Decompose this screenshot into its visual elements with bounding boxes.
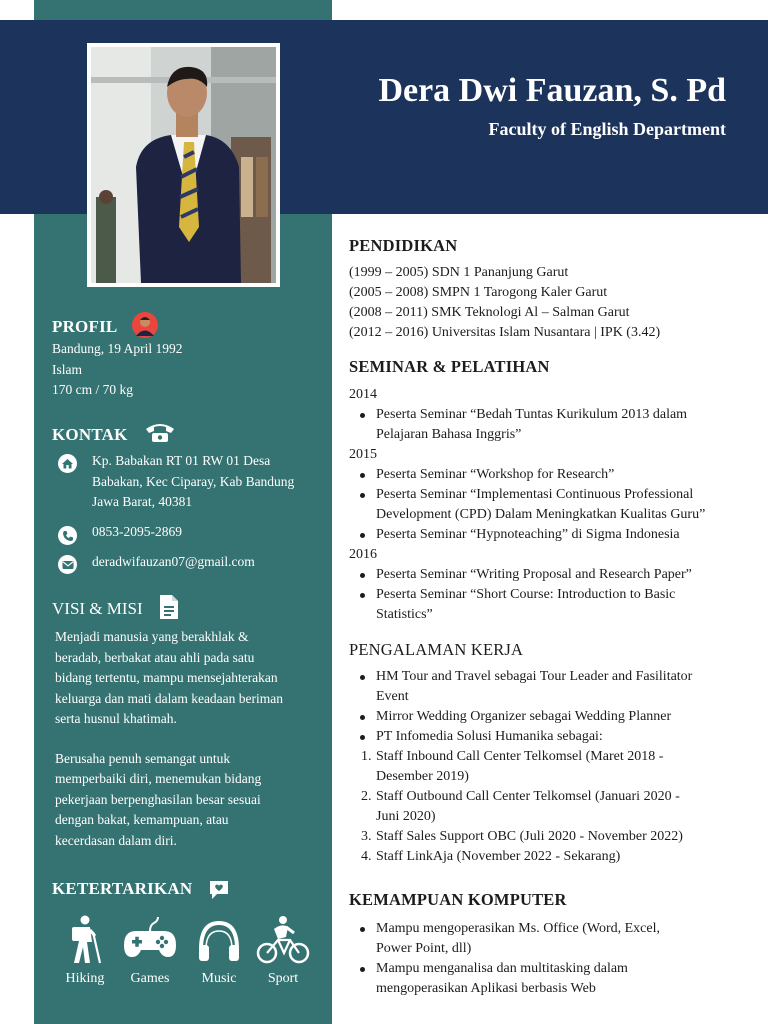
email-icon: [58, 555, 77, 574]
seminar-year: 2016: [349, 547, 377, 562]
interest-games: [120, 915, 180, 987]
seminar-year: 2015: [349, 447, 377, 462]
chat-icon: [208, 879, 230, 901]
seminar-section: [349, 357, 749, 625]
education-heading: PENDIDIKAN: [349, 236, 458, 255]
profile-heading: PROFIL: [52, 317, 118, 336]
experience-numbered: [349, 747, 749, 867]
job-line: Staff Sales Support OBC (Juli 2020 - November 2022): [376, 829, 683, 844]
hiking-icon: [63, 915, 107, 965]
cycling-icon: [256, 915, 310, 965]
seminar-group-2014: [349, 405, 749, 445]
document-icon: [158, 594, 180, 620]
contact-email[interactable]: deradwifauzan07@gmail.com: [92, 554, 255, 569]
vision-line: beradab, berbakat atau ahli pada satu: [55, 649, 255, 665]
gamepad-icon: [122, 915, 178, 965]
contact-phone[interactable]: 0853-2095-2869: [92, 524, 182, 539]
interest-sport: [253, 915, 313, 987]
computer-item: [349, 959, 749, 999]
profile-religion: Islam: [52, 361, 82, 377]
seminar-item-line: Statistics”: [376, 607, 433, 622]
computer-item-line: Power Point, dll): [376, 941, 472, 956]
experience-item-line: Mirror Wedding Organizer sebagai Wedding Planner: [376, 709, 672, 724]
computer-section: [349, 890, 749, 999]
seminar-list: [349, 385, 749, 625]
vision-line: Menjadi manusia yang berakhlak &: [55, 629, 249, 644]
job-number: 4.: [361, 849, 372, 864]
mission-line: dengan bakat, kemampuan, atau: [55, 812, 229, 827]
interest-music-label: Music: [201, 971, 237, 986]
seminar-item: [349, 565, 749, 585]
interest-music: [189, 915, 249, 987]
seminar-item-line: Development (CPD) Dalam Meningkatkan Kualitas Guru”: [376, 507, 706, 522]
seminar-item-line: Peserta Seminar “Short Course: Introduction to Basic: [376, 587, 676, 602]
job-number: 2.: [361, 789, 372, 804]
computer-item: [349, 919, 749, 959]
phone-icon: [58, 526, 77, 545]
job-line: Staff Outbound Call Center Telkomsel (Januari 2020 -: [376, 789, 680, 804]
address-line-3: Jawa Barat, 40381: [92, 494, 193, 509]
education-list: [349, 263, 749, 343]
profile-photo-frame: [87, 43, 280, 287]
computer-heading: KEMAMPUAN KOMPUTER: [349, 890, 567, 909]
experience-item-line: HM Tour and Travel sebagai Tour Leader and Fasilitator: [376, 669, 693, 684]
interest-hiking-label: Hiking: [65, 971, 105, 986]
seminar-item: [349, 485, 749, 525]
home-icon: [58, 454, 77, 473]
experience-item: [349, 667, 749, 707]
computer-item-line: mengoperasikan Aplikasi berbasis Web: [376, 981, 596, 996]
address-line-1: Kp. Babakan RT 01 RW 01 Desa: [92, 453, 271, 468]
vision-spacer: [55, 730, 283, 749]
job-item: [349, 847, 749, 867]
experience-item-line: PT Infomedia Solusi Humanika sebagai:: [376, 729, 603, 744]
seminar-item: [349, 405, 749, 445]
interest-sport-label: Sport: [267, 971, 299, 986]
vision-section: [52, 599, 143, 619]
seminar-item: [349, 525, 749, 545]
education-section: [349, 236, 749, 343]
seminar-item: [349, 585, 749, 625]
profile-body: 170 cm / 70 kg: [52, 382, 133, 397]
seminar-item-line: Peserta Seminar “Writing Proposal and Research Paper”: [376, 567, 692, 582]
vision-line: serta husnul khatimah.: [55, 711, 177, 726]
job-line: Juni 2020): [376, 809, 436, 824]
profile-birth: Bandung, 19 April 1992: [52, 341, 183, 356]
mission-line: kecerdasan dalam diri.: [55, 832, 177, 848]
profile-details: [52, 339, 183, 401]
seminar-item-line: Peserta Seminar “Implementasi Continuous Professional: [376, 487, 694, 502]
candidate-subtitle: Faculty of English Department: [488, 119, 726, 139]
seminar-item: [349, 465, 749, 485]
job-item: [349, 827, 749, 847]
job-line: Staff LinkAja (November 2022 - Sekarang): [376, 849, 621, 864]
mission-line: Berusaha penuh semangat untuk: [55, 750, 231, 766]
job-item: [349, 747, 749, 787]
profile-section: [52, 317, 117, 337]
vision-line: keluarga dan mati dalam keadaan beriman: [55, 690, 284, 706]
seminar-item-line: Peserta Seminar “Hypnoteaching” di Sigma Indonesia: [376, 527, 680, 542]
computer-item-line: Mampu menganalisa dan multitasking dalam: [376, 961, 628, 976]
job-number: 1.: [361, 749, 372, 764]
seminar-item-line: Peserta Seminar “Bedah Tuntas Kurikulum 2013 dalam: [376, 407, 688, 422]
candidate-name: Dera Dwi Fauzan, S. Pd: [378, 72, 726, 109]
address-line-2: Babakan, Kec Ciparay, Kab Bandung: [92, 473, 295, 489]
vision-line: bidang tertentu, mampu mensejahterakan: [55, 670, 278, 685]
experience-item: [349, 707, 749, 727]
vision-text: [55, 627, 283, 851]
seminar-group-2015: [349, 465, 749, 545]
job-line: Desember 2019): [376, 769, 469, 784]
education-item: (2008 – 2011) SMK Teknologi Al – Salman Garut: [349, 305, 630, 320]
interests-heading: KETERTARIKAN: [52, 879, 193, 898]
computer-item-line: Mampu mengoperasikan Ms. Office (Word, Excel,: [376, 921, 660, 936]
job-item: [349, 787, 749, 827]
job-number: 3.: [361, 829, 372, 844]
experience-list: [349, 667, 749, 867]
seminar-item-line: Pelajaran Bahasa Inggris”: [376, 427, 522, 442]
mission-line: pekerjaan berpenghasilan besar sesuai: [55, 791, 261, 807]
job-line: Staff Inbound Call Center Telkomsel (Maret 2018 -: [376, 749, 664, 764]
interests-section: [52, 879, 192, 899]
interest-games-label: Games: [130, 971, 170, 986]
computer-list: [349, 919, 749, 999]
experience-item: [349, 727, 749, 747]
experience-item-line: Event: [376, 689, 409, 704]
education-item: (2005 – 2008) SMPN 1 Tarogong Kaler Garut: [349, 285, 608, 300]
avatar-icon: [131, 311, 159, 339]
seminar-heading: SEMINAR & PELATIHAN: [349, 357, 550, 376]
seminar-item-line: Peserta Seminar “Workshop for Research”: [376, 467, 615, 482]
profile-photo: [91, 47, 276, 283]
vision-heading: VISI & MISI: [52, 599, 143, 618]
interest-hiking: [55, 915, 115, 987]
mission-line: memperbaiki diri, menemukan bidang: [55, 771, 262, 786]
experience-heading: PENGALAMAN KERJA: [349, 640, 524, 659]
seminar-group-2016: [349, 565, 749, 625]
contact-address: [92, 451, 294, 513]
contact-heading: KONTAK: [52, 425, 128, 444]
headphones-icon: [195, 915, 243, 965]
telephone-icon: [144, 421, 176, 443]
education-item: (2012 – 2016) Universitas Islam Nusantara | IPK (3.42): [349, 325, 661, 340]
contact-section: [52, 425, 128, 445]
experience-bullets: [349, 667, 749, 747]
seminar-year: 2014: [349, 387, 377, 402]
education-item: (1999 – 2005) SDN 1 Pananjung Garut: [349, 265, 569, 280]
experience-section: [349, 640, 749, 867]
